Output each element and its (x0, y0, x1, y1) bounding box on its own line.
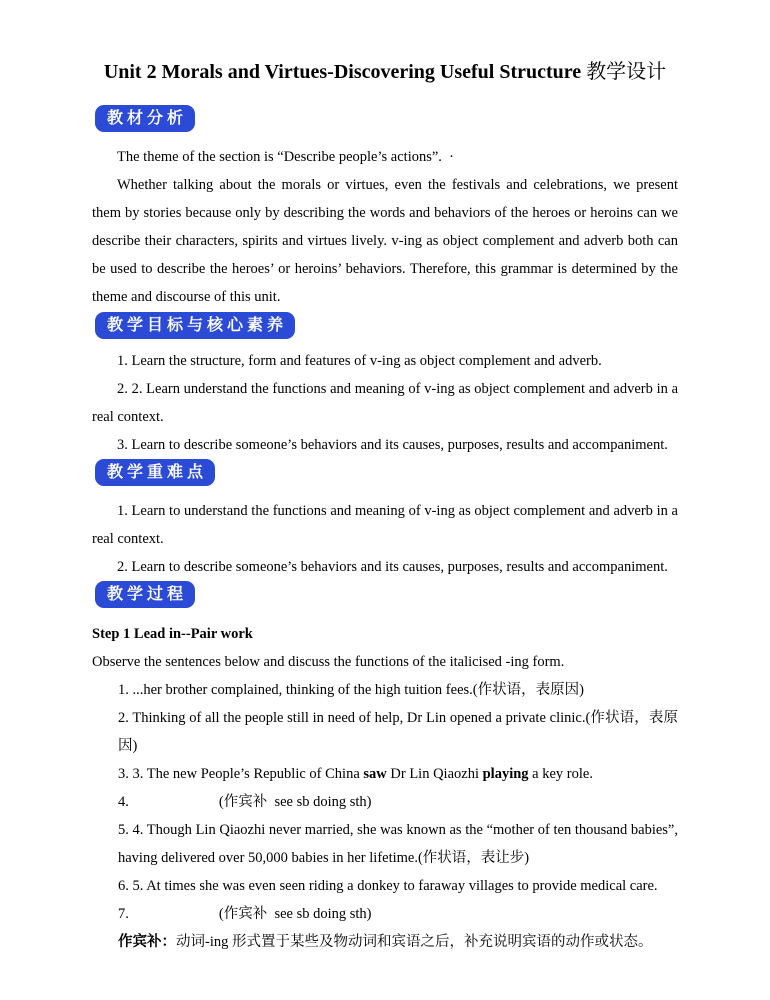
exercise-item-3-bold-saw: saw (363, 766, 387, 782)
title-chinese: 教学设计 (586, 61, 667, 83)
exercise-item-7-number: 7. (118, 906, 129, 922)
goal-item-1: 1. Learn the structure, form and features of v-ing as object complement and adverb. (117, 353, 602, 369)
exercise-item-7 (92, 900, 678, 928)
exercise-item-5: 5. 4. Though Lin Qiaozhi never married, she was known as the “mother of ten thousand babies”, having delivered over 50,000 babies in her lifetime.(作状语，表让步) (118, 822, 678, 866)
exercise-item-3-text-c: Dr Lin Qiaozhi (386, 766, 483, 782)
teaching-goals-list (92, 347, 678, 459)
exercise-item-3-text-a: 3. 3. The new People’s Republic of China (118, 766, 364, 782)
material-analysis-badge: 教材分析 (95, 105, 195, 132)
goal-item-2: 2. 2. Learn understand the functions and meaning of v-ing as object complement and adverb in a real context. (92, 381, 678, 425)
overview-paragraph: Whether talking about the morals or virtues, even the festivals and celebrations, we present them by stories because only by describing the words and behaviors of the heroes or heroins can we describe their characters, spirits and virtues lively. v-ing as object complement and adverb both can be used to describe the heroes’ or heroins’ behaviors. Therefore, this grammar is determined by the theme and discourse of this unit. (92, 177, 678, 305)
title-english: Unit 2 Morals and Virtues-Discovering Useful Structure (103, 61, 582, 83)
document-title (92, 56, 678, 88)
key-points-list (92, 497, 678, 581)
exercise-item-4-number: 4. (118, 794, 129, 810)
step-1-heading: Step 1 Lead in--Pair work (92, 626, 253, 642)
key-points-badge: 教学重难点 (95, 459, 215, 486)
theme-paragraph: The theme of the section is “Describe people’s actions”. · (117, 149, 455, 165)
exercise-item-4 (92, 788, 678, 816)
teaching-goals-badge: 教学目标与核心素养 (95, 312, 295, 339)
grammar-note (92, 928, 678, 956)
grammar-note-label: 作宾补： (118, 934, 176, 950)
section-header-material-analysis (92, 105, 678, 132)
exercise-item-3 (92, 760, 678, 788)
key-point-item-1: 1. Learn to understand the functions and meaning of v-ing as object complement and adverb in a real context. (92, 503, 678, 547)
step-1-intro: Observe the sentences below and discuss the functions of the italicised -ing form. (92, 654, 565, 670)
grammar-note-text: 动词-ing 形式置于某些及物动词和宾语之后，补充说明宾语的动作或状态。 (176, 934, 653, 950)
exercise-item-6: 6. 5. At times she was even seen riding a donkey to faraway villages to provide medical care. (118, 878, 658, 894)
teaching-process-badge: 教学过程 (95, 581, 195, 608)
exercise-item-2: 2. Thinking of all the people still in need of help, Dr Lin opened a private clinic.(作状语，表原因) (118, 710, 678, 754)
key-point-item-2: 2. Learn to describe someone’s behaviors and its causes, purposes, results and accompaniment. (117, 559, 668, 575)
section-header-key-points (92, 459, 678, 486)
goal-item-3: 3. Learn to describe someone’s behaviors and its causes, purposes, results and accompaniment. (117, 437, 668, 453)
exercise-item-7-note: (作宾补 see sb doing sth) (218, 906, 372, 922)
section-header-teaching-goals (92, 312, 678, 339)
exercise-item-3-text-e: a key role. (528, 766, 593, 782)
exercise-item-1: 1. ...her brother complained, thinking of the high tuition fees.(作状语，表原因) (118, 682, 584, 698)
exercise-item-4-note: (作宾补 see sb doing sth) (218, 794, 372, 810)
section-header-teaching-process (92, 581, 678, 608)
exercise-item-3-bold-playing: playing (482, 766, 529, 782)
